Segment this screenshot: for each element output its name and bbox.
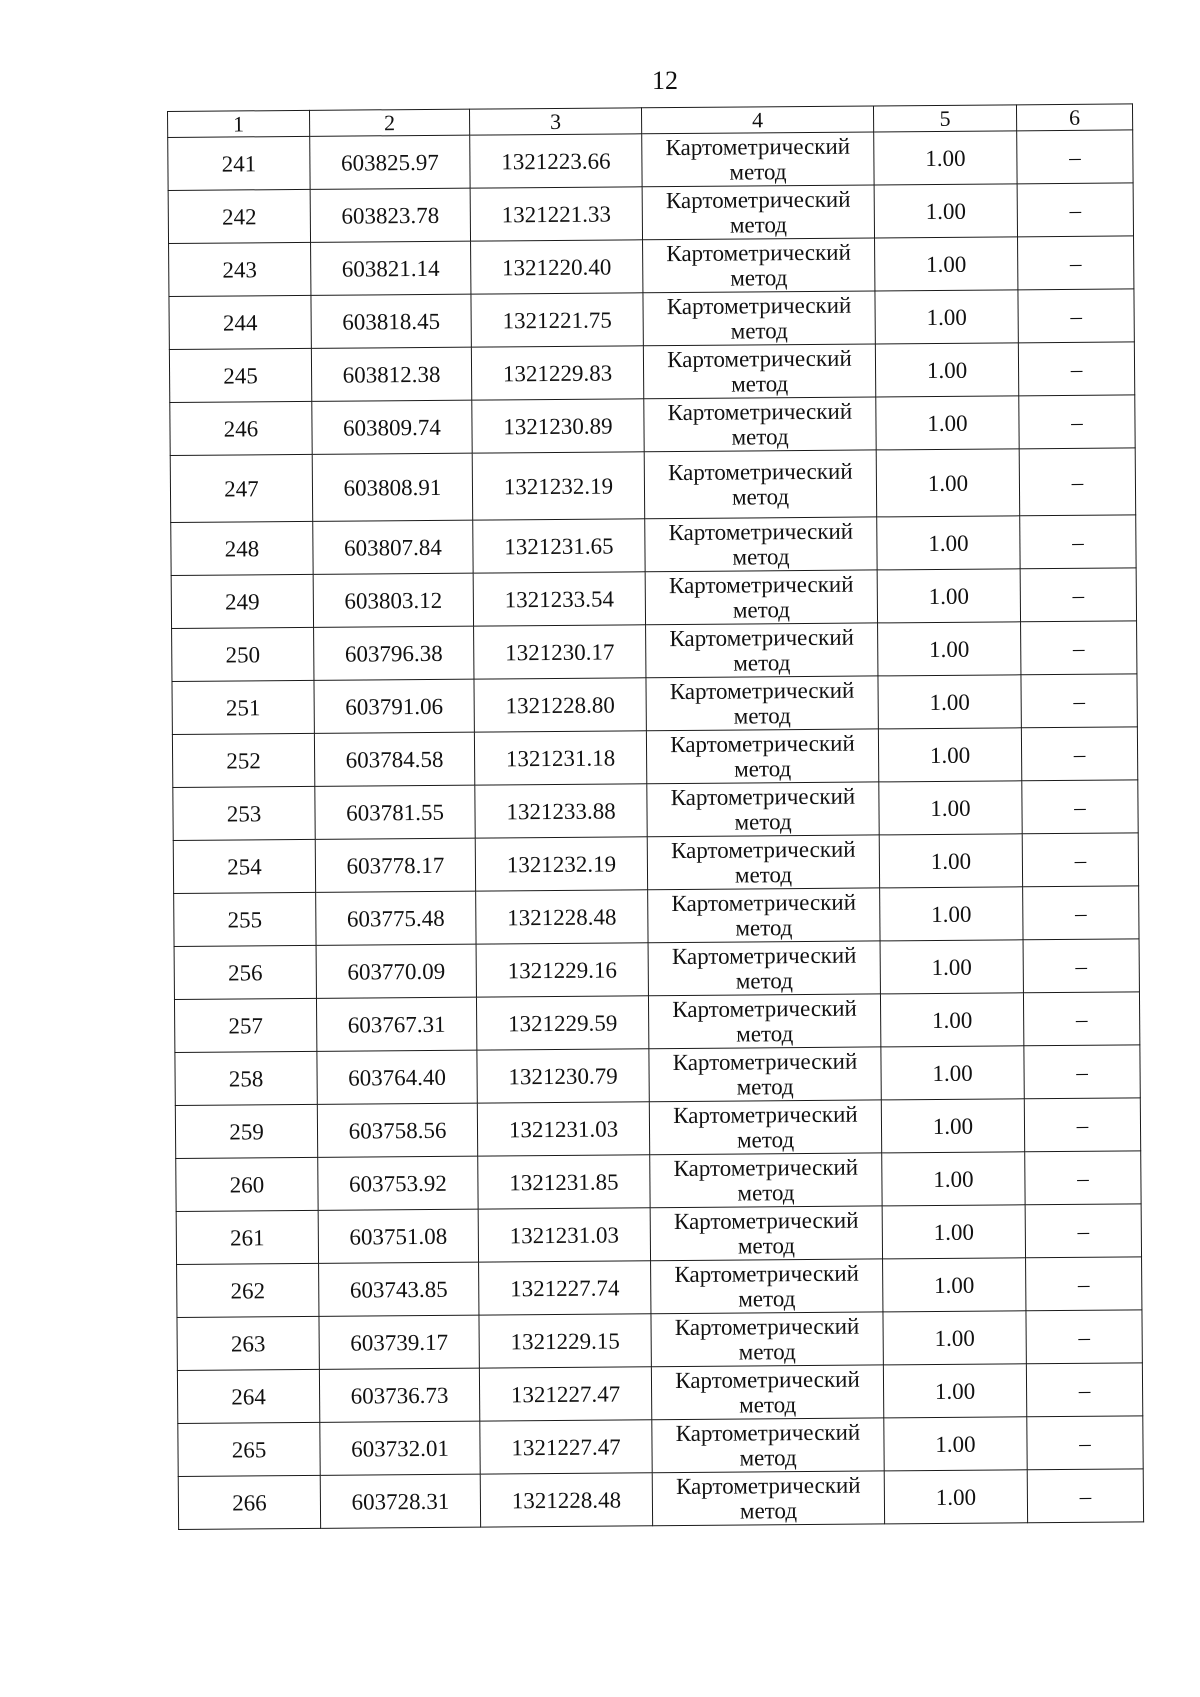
note: – [1024,1045,1140,1099]
coordinate-x: 603803.12 [313,573,473,627]
method-line-2: метод [739,1498,798,1524]
method-cell [646,676,878,731]
method-line-1: Картометрический [665,133,851,161]
table-row [169,289,1134,350]
method-cell [644,450,877,519]
coordinate-x: 603743.85 [319,1262,479,1316]
point-number: 243 [169,242,311,296]
method-line-2: метод [734,809,792,835]
note: – [1021,674,1137,728]
coordinate-x: 603751.08 [318,1209,478,1263]
method-cell [648,994,880,1049]
point-number: 249 [171,574,313,628]
method-line-1: Картометрический [666,292,852,320]
coordinate-y: 1321228.48 [480,1473,652,1527]
method-line-2: метод [730,265,788,291]
method-line-2: метод [736,1127,795,1153]
accuracy: 1.00 [884,1417,1027,1471]
method-line-2: метод [733,703,791,729]
table-row [171,515,1136,576]
accuracy: 1.00 [883,1311,1026,1365]
accuracy: 1.00 [877,569,1020,623]
note: – [1027,1469,1143,1523]
coordinate-x: 603807.84 [313,520,473,574]
method-line-1: Картометрический [670,783,856,811]
table-row [168,130,1133,191]
header-col-2: 2 [309,109,469,136]
coordinate-x: 603821.14 [311,241,471,295]
method-cell [645,570,877,625]
table-row [170,395,1135,456]
table-row [176,1204,1141,1265]
coordinate-x: 603758.56 [317,1103,477,1157]
header-col-5: 5 [873,105,1016,132]
method-cell [649,1047,881,1102]
note: – [1017,130,1133,184]
point-number: 245 [169,348,311,402]
coordinate-y: 1321231.18 [474,731,646,785]
coordinate-x: 603753.92 [318,1156,478,1210]
method-line-1: Картометрический [668,571,854,599]
coordinate-y: 1321229.83 [471,346,643,400]
point-number: 260 [176,1157,318,1211]
coordinate-y: 1321223.66 [470,134,642,188]
accuracy: 1.00 [880,940,1023,994]
accuracy: 1.00 [878,622,1021,676]
method-cell [647,835,879,890]
point-number: 242 [168,189,310,243]
point-number: 244 [169,295,311,349]
method-line-2: метод [734,862,793,888]
accuracy: 1.00 [884,1470,1027,1524]
accuracy: 1.00 [874,184,1017,238]
method-line-1: Картометрический [675,1472,861,1500]
coordinate-y: 1321232.19 [475,837,647,891]
accuracy: 1.00 [880,993,1023,1047]
method-cell [643,238,875,293]
method-cell [644,397,876,452]
method-line-2: метод [730,318,788,344]
accuracy: 1.00 [875,343,1018,397]
coordinate-y: 1321233.88 [475,784,647,838]
method-line-2: метод [737,1233,796,1259]
coordinate-x: 603775.48 [316,891,476,945]
method-cell [647,782,879,837]
method-cell [646,729,878,784]
accuracy: 1.00 [882,1205,1025,1259]
note: – [1018,342,1134,396]
method-line-1: Картометрический [673,1207,859,1235]
accuracy: 1.00 [878,728,1021,782]
coordinate-y: 1321230.89 [472,399,644,453]
note: – [1026,1257,1142,1311]
coordinate-x: 603732.01 [320,1421,480,1475]
point-number: 257 [174,998,316,1052]
method-line-2: метод [737,1180,795,1206]
coordinate-y: 1321233.54 [473,572,645,626]
method-line-2: метод [739,1445,797,1471]
method-line-1: Картометрический [669,677,855,705]
method-cell [645,517,877,572]
coordinate-x: 603767.31 [316,997,476,1051]
method-line-2: метод [731,371,789,397]
point-number: 253 [173,786,315,840]
table-row [173,833,1138,894]
method-line-2: метод [734,756,792,782]
header-col-1: 1 [168,110,310,137]
accuracy: 1.00 [883,1258,1026,1312]
accuracy: 1.00 [879,781,1022,835]
coordinate-x: 603818.45 [311,294,471,348]
coordinate-y: 1321229.16 [476,943,648,997]
method-line-2: метод [736,1074,794,1100]
method-cell [650,1206,882,1261]
table-row [169,236,1134,297]
note: – [1018,289,1134,343]
coordinate-x: 603808.91 [312,453,473,521]
coordinate-y: 1321228.80 [474,678,646,732]
point-number: 255 [174,892,316,946]
accuracy: 1.00 [883,1364,1026,1418]
note: – [1017,183,1133,237]
method-cell [651,1365,883,1420]
method-line-1: Картометрический [674,1260,859,1288]
coordinate-y: 1321231.03 [478,1208,650,1262]
table-row [175,1098,1140,1159]
table-row [172,621,1137,682]
coordinate-y: 1321231.65 [473,519,645,573]
accuracy: 1.00 [874,131,1017,185]
method-cell [650,1153,882,1208]
coordinate-x: 603736.73 [319,1368,479,1422]
note: – [1020,568,1136,622]
coordinate-y: 1321228.48 [476,890,648,944]
method-line-1: Картометрический [665,186,851,214]
table-row [172,674,1137,735]
method-line-2: метод [733,650,791,676]
note: – [1020,515,1136,569]
coordinate-x: 603739.17 [319,1315,479,1369]
method-line-2: метод [729,212,788,238]
method-cell [648,888,880,943]
coordinate-y: 1321231.03 [477,1102,649,1156]
coordinate-y: 1321229.59 [476,996,648,1050]
page-number: 12 [652,66,678,95]
table-row [174,992,1139,1053]
coordinate-y: 1321221.75 [471,293,643,347]
coordinate-x: 603791.06 [314,679,474,733]
note: – [1018,236,1134,290]
table-row [174,886,1139,947]
table-row [170,448,1135,523]
coordinate-y: 1321232.19 [472,452,645,520]
point-number: 265 [178,1422,320,1476]
table-row [172,727,1137,788]
method-line-1: Картометрический [670,836,856,864]
note: – [1019,448,1136,516]
accuracy: 1.00 [876,449,1020,517]
accuracy: 1.00 [876,396,1019,450]
method-line-1: Картометрический [668,518,854,546]
method-line-1: Картометрический [672,1048,858,1076]
header-col-6: 6 [1016,104,1132,131]
coordinate-y: 1321227.74 [479,1261,651,1315]
point-number: 252 [172,733,314,787]
method-line-2: метод [738,1339,796,1365]
note: – [1022,780,1138,834]
coordinate-y: 1321231.85 [478,1155,650,1209]
coordinate-y: 1321229.15 [479,1314,651,1368]
point-number: 251 [172,680,314,734]
point-number: 254 [173,839,315,893]
accuracy: 1.00 [878,675,1021,729]
table-row [174,939,1139,1000]
coordinates-table [167,103,1144,1530]
point-number: 261 [176,1210,318,1264]
coordinate-x: 603825.97 [310,135,470,189]
note: – [1023,939,1139,993]
accuracy: 1.00 [882,1152,1025,1206]
method-line-1: Картометрический [671,889,857,917]
coordinate-y: 1321227.47 [480,1420,652,1474]
coordinate-x: 603781.55 [315,785,475,839]
table-row [169,342,1134,403]
method-cell [651,1259,883,1314]
coordinate-x: 603823.78 [310,188,470,242]
method-cell [652,1471,884,1526]
coordinate-x: 603809.74 [312,400,472,454]
coordinate-x: 603728.31 [320,1474,480,1528]
method-line-2: метод [736,1021,794,1047]
method-line-2: метод [731,484,790,510]
point-number: 259 [175,1104,317,1158]
point-number: 250 [172,627,314,681]
point-number: 241 [168,136,310,190]
method-line-2: метод [738,1286,796,1312]
note: – [1024,1098,1140,1152]
note: – [1019,395,1135,449]
point-number: 248 [171,521,313,575]
accuracy: 1.00 [881,1046,1024,1100]
method-cell [642,185,874,240]
method-line-2: метод [739,1392,797,1418]
method-line-1: Картометрический [667,458,853,486]
method-line-2: метод [735,915,793,941]
point-number: 263 [177,1316,319,1370]
note: – [1025,1151,1141,1205]
coordinate-x: 603796.38 [314,626,474,680]
table-row [177,1310,1142,1371]
note: – [1021,727,1137,781]
coordinate-y: 1321227.47 [479,1367,651,1421]
method-cell [648,941,880,996]
method-cell [643,291,875,346]
note: – [1023,992,1139,1046]
method-cell [652,1418,884,1473]
method-cell [651,1312,883,1367]
coordinate-x: 603778.17 [315,838,475,892]
header-col-3: 3 [469,108,641,135]
method-line-2: метод [729,159,787,185]
table-row [168,183,1133,244]
coordinate-y: 1321221.33 [470,187,642,241]
coordinate-x: 603770.09 [316,944,476,998]
accuracy: 1.00 [880,887,1023,941]
method-line-1: Картометрический [670,730,855,758]
point-number: 266 [178,1475,320,1529]
method-line-1: Картометрический [673,1101,858,1129]
method-line-1: Картометрический [673,1154,859,1182]
method-cell [642,132,874,187]
point-number: 264 [177,1369,319,1423]
point-number: 247 [170,454,313,522]
note: – [1021,621,1137,675]
method-line-1: Картометрический [674,1313,860,1341]
table-row [173,780,1138,841]
table-row [178,1416,1143,1477]
note: – [1026,1310,1142,1364]
point-number: 258 [175,1051,317,1105]
method-line-1: Картометрический [666,239,851,267]
note: – [1026,1363,1142,1417]
header-col-4: 4 [641,106,873,134]
method-line-2: метод [735,968,793,994]
point-number: 262 [177,1263,319,1317]
note: – [1022,833,1138,887]
method-line-2: метод [731,424,789,450]
note: – [1027,1416,1143,1470]
method-line-1: Картометрический [669,624,855,652]
coordinate-x: 603764.40 [317,1050,477,1104]
coordinate-x: 603812.38 [311,347,471,401]
note: – [1025,1204,1141,1258]
method-line-1: Картометрический [667,345,852,373]
accuracy: 1.00 [881,1099,1024,1153]
accuracy: 1.00 [875,237,1018,291]
method-line-1: Картометрический [672,995,857,1023]
method-cell [643,344,875,399]
table-row [171,568,1136,629]
method-cell [646,623,878,678]
coordinate-x: 603784.58 [314,732,474,786]
method-cell [649,1100,881,1155]
table-row [175,1045,1140,1106]
accuracy: 1.00 [875,290,1018,344]
accuracy: 1.00 [879,834,1022,888]
coordinate-y: 1321230.79 [477,1049,649,1103]
method-line-1: Картометрический [667,398,853,426]
point-number: 256 [174,945,316,999]
method-line-1: Картометрический [671,942,857,970]
coordinate-y: 1321220.40 [471,240,643,294]
note: – [1023,886,1139,940]
table-row [177,1363,1142,1424]
accuracy: 1.00 [877,516,1020,570]
point-number: 246 [170,401,312,455]
method-line-1: Картометрический [675,1366,860,1394]
table-body [168,130,1144,1530]
table-row [177,1257,1142,1318]
table-row [178,1469,1143,1530]
coordinate-y: 1321230.17 [474,625,646,679]
method-line-2: метод [732,597,791,623]
method-line-2: метод [732,544,790,570]
method-line-1: Картометрический [675,1419,861,1447]
table-row [176,1151,1141,1212]
